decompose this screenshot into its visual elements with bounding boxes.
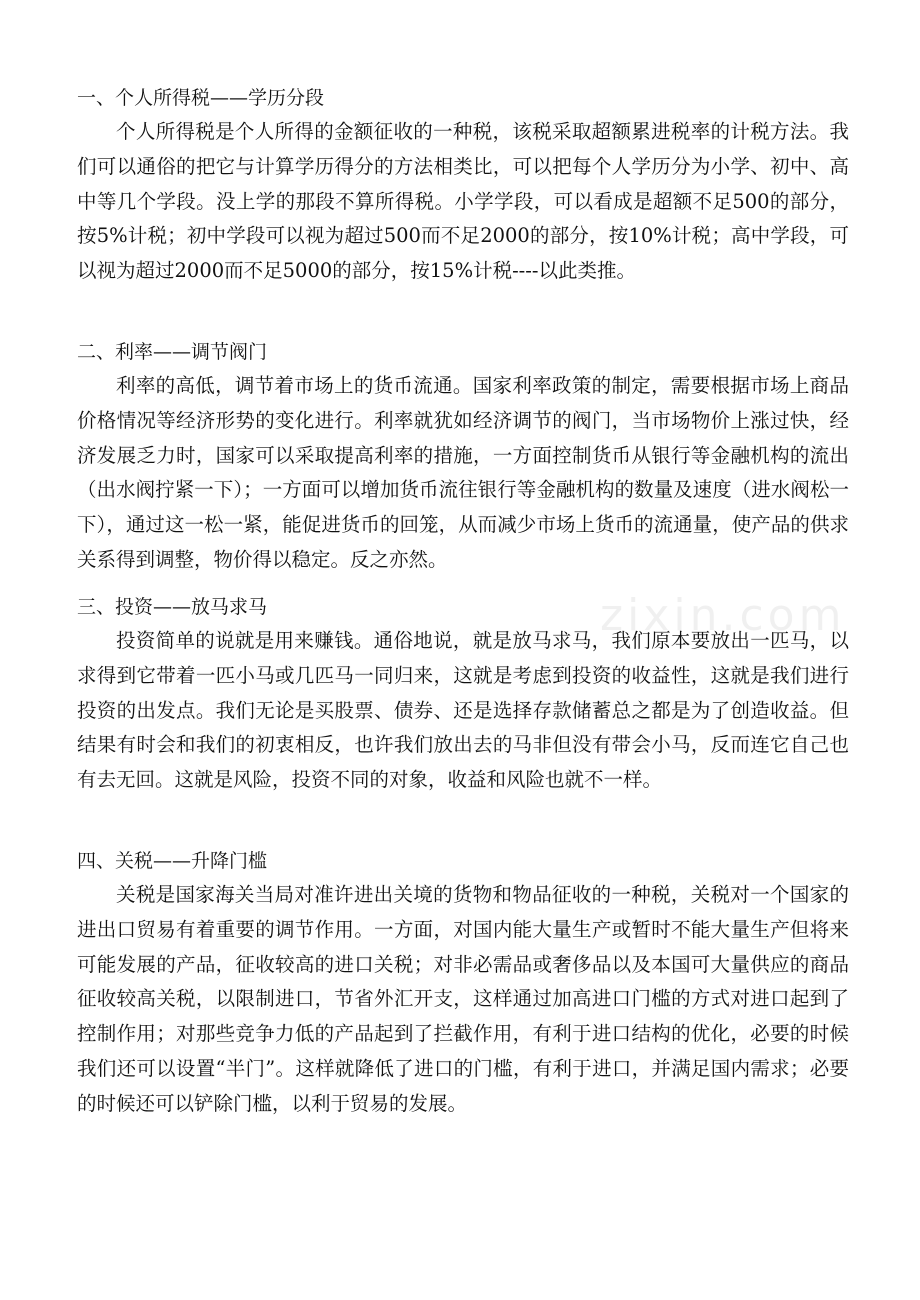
section-heading: 三、投资——放马求马 xyxy=(77,596,268,618)
section-heading: 二、利率——调节阀门 xyxy=(77,341,268,363)
watermark: zixin.com xyxy=(600,590,846,641)
section-investment xyxy=(77,590,849,798)
section-interest-rate xyxy=(77,335,849,578)
section-paragraph: 利率的高低，调节着市场上的货币流通。国家利率政策的制定，需要根据市场上商品价格情况等经济形势的变化进行。利率就犹如经济调节的阀门，当市场物价上涨过快，经济发展乏力时，国家可以采取提高利率的措施，一方面控制货币从银行等金融机构的流出（出水阀拧紧一下）；一方面可以增加货币流往银行等金融机构的数量及速度（进水阀松一下），通过这一松一紧，能促进货币的回笼，从而减少市场上货币的流通量，使产品的供求关系得到调整，物价得以稳定。反之亦然。 xyxy=(77,374,849,571)
section-heading: 四、关税——升降门槛 xyxy=(77,850,268,872)
section-paragraph: 投资简单的说就是用来赚钱。通俗地说，就是放马求马，我们原本要放出一匹马，以求得到它带着一匹小马或几匹马一同归来，这就是考虑到投资的收益性，这就是我们进行投资的出发点。我们无论是买股票、债券、还是选择存款储蓄总之都是为了创造收益。但结果有时会和我们的初衷相反，也许我们放出去的马非但没有带会小马，反而连它自己也有去无回。这就是风险，投资不同的对象，收益和风险也就不一样。 xyxy=(77,629,849,792)
section-paragraph: 个人所得税是个人所得的金额征收的一种税，该税采取超额累进税率的计税方法。我们可以通俗的把它与计算学历得分的方法相类比，可以把每个人学历分为小学、初中、高中等几个学段。没上学的那段不算所得税。小学学段，可以看成是超额不足500的部分，按5%计税；初中学段可以视为超过500而不足2000的部分，按10%计税；高中学段，可以视为超过2000而不足5000的部分，按15%计税----以此类推。 xyxy=(77,120,849,283)
section-heading: 一、个人所得税——学历分段 xyxy=(77,87,325,109)
section-income-tax xyxy=(77,81,849,289)
section-paragraph: 关税是国家海关当局对准许进出关境的货物和物品征收的一种税，关税对一个国家的进出口贸易有着重要的调节作用。一方面，对国内能大量生产或暂时不能大量生产但将来可能发展的产品，征收较高的进口关税；对非必需品或奢侈品以及本国可大量供应的商品征收较高关税，以限制进口，节省外汇开支，这样通过加高进口门槛的方式对进口起到了控制作用；对那些竞争力低的产品起到了拦截作用，有利于进口结构的优化，必要的时候我们还可以设置“半门”。这样就降低了进口的门槛，有利于进口，并满足国内需求；必要的时候还可以铲除门槛，以利于贸易的发展。 xyxy=(77,883,849,1115)
section-tariff xyxy=(77,844,849,1122)
